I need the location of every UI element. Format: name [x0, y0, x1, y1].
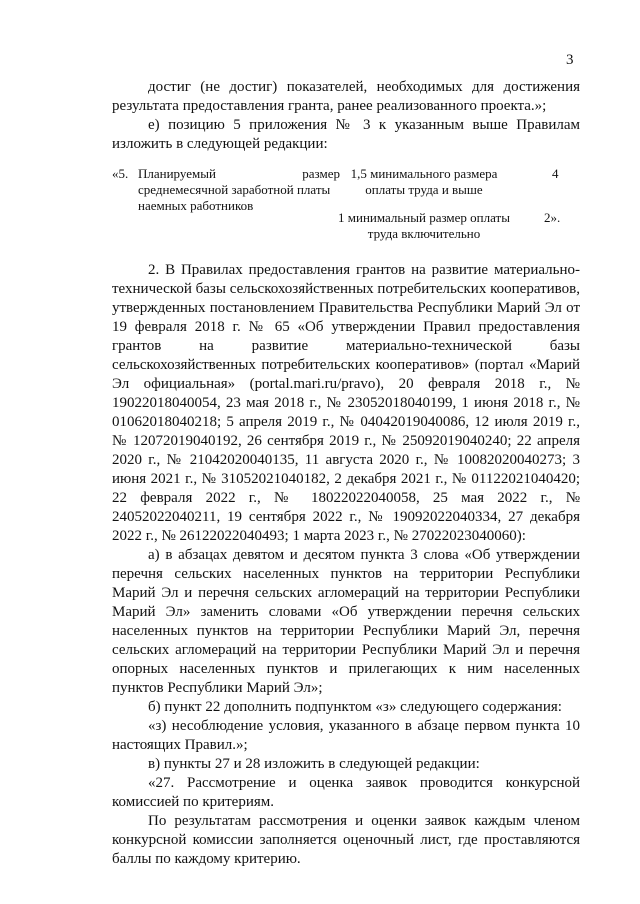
item-v: в) пункты 27 и 28 изложить в следующей редакции: [148, 756, 480, 772]
table-row2-points: 2». [544, 210, 561, 225]
criterion-name-line-3: наемных работников [138, 198, 254, 213]
table-row2-value: 1 минимальный размер оплаты труда включительно [338, 210, 510, 241]
table-row-number: «5. [112, 166, 129, 181]
intro-block [112, 78, 580, 154]
criteria-table [112, 166, 580, 244]
item-b: б) пункт 22 дополнить подпунктом «з» следующего содержания: [148, 699, 562, 715]
item-27: «27. Рассмотрение и оценка заявок проводится конкурсной комиссией по критериям. [112, 775, 580, 810]
table-criterion-name [138, 166, 340, 214]
page-number: 3 [566, 52, 574, 68]
table-row1-points: 4 [552, 166, 559, 181]
criterion-name-line-1: Планируемый размер [138, 166, 340, 181]
item-b-quote: «з) несоблюдение условия, указанного в абзаце первом пункта 10 настоящих Правил.»; [112, 718, 580, 753]
item-a: а) в абзацах девятом и десятом пункта 3 слова «Об утверждении перечня сельских населенных пунктов на территории Республики Марий Эл и перечня сельских агломераций на территории Республики Марий Эл» заменить словами «Об утверждении перечня сельских населенных пунктов на территории Республики Марий Эл, перечня сельских агломераций на территории Республики Марий Эл и перечня опорных населенных пунктов и прилегающих к ним населенных пунктов Республики Марий Эл»; [112, 547, 580, 696]
intro-line-2: результата предоставления гранта, ранее реализованного проекта.»; [112, 98, 547, 114]
item-27-paragraph-2: По результатам рассмотрения и оценки заявок каждым членом конкурсной комиссии заполняется оценочный лист, где проставляются баллы по каждому критерию. [112, 813, 580, 867]
table-row1-value: 1,5 минимального размера оплаты труда и выше [350, 166, 498, 197]
section-2-paragraph: 2. В Правилах предоставления грантов на развитие материально-технической базы сельскохозяйственных потребительских кооперативов, утвержденных постановлением Правительства Республики Марий Эл от 19 февраля 2018 г. № 65 «Об утверждении Правил предоставления грантов на развитие материально-технической базы сельскохозяйственных потребительских кооперативов» (портал «Марий Эл официальная» (portal.mari.ru/pravo), 20 февраля 2018 г., № 19022018040054, 23 мая 2018 г., № 23052018040199, 1 июня 2018 г., № 01062018040218; 5 апреля 2019 г., № 04042019040086, 12 июля 2019 г., № 12072019040192, 26 сентября 2019 г., № 25092019040240; 22 апреля 2020 г., № 21042020040135, 11 августа 2020 г., № 10082020040273; 3 июня 2021 г., № 31052021040182, 2 декабря 2021 г., № 01122021040420; 22 февраля 2022 г., № 18022022040058, 25 мая 2022 г., № 24052022040211, 19 сентября 2022 г., № 19092022040334, 27 декабря 2022 г., № 26122022040493; 1 марта 2023 г., № 27022023040060): [112, 262, 580, 544]
criterion-name-line-2: среднемесячной заработной платы [138, 182, 331, 197]
item-e: е) позицию 5 приложения № 3 к указанным выше Правилам изложить в следующей редакции: [112, 117, 580, 152]
intro-line-1: достиг (не достиг) показателей, необходимых для достижения [148, 79, 580, 95]
section-2 [112, 261, 580, 869]
